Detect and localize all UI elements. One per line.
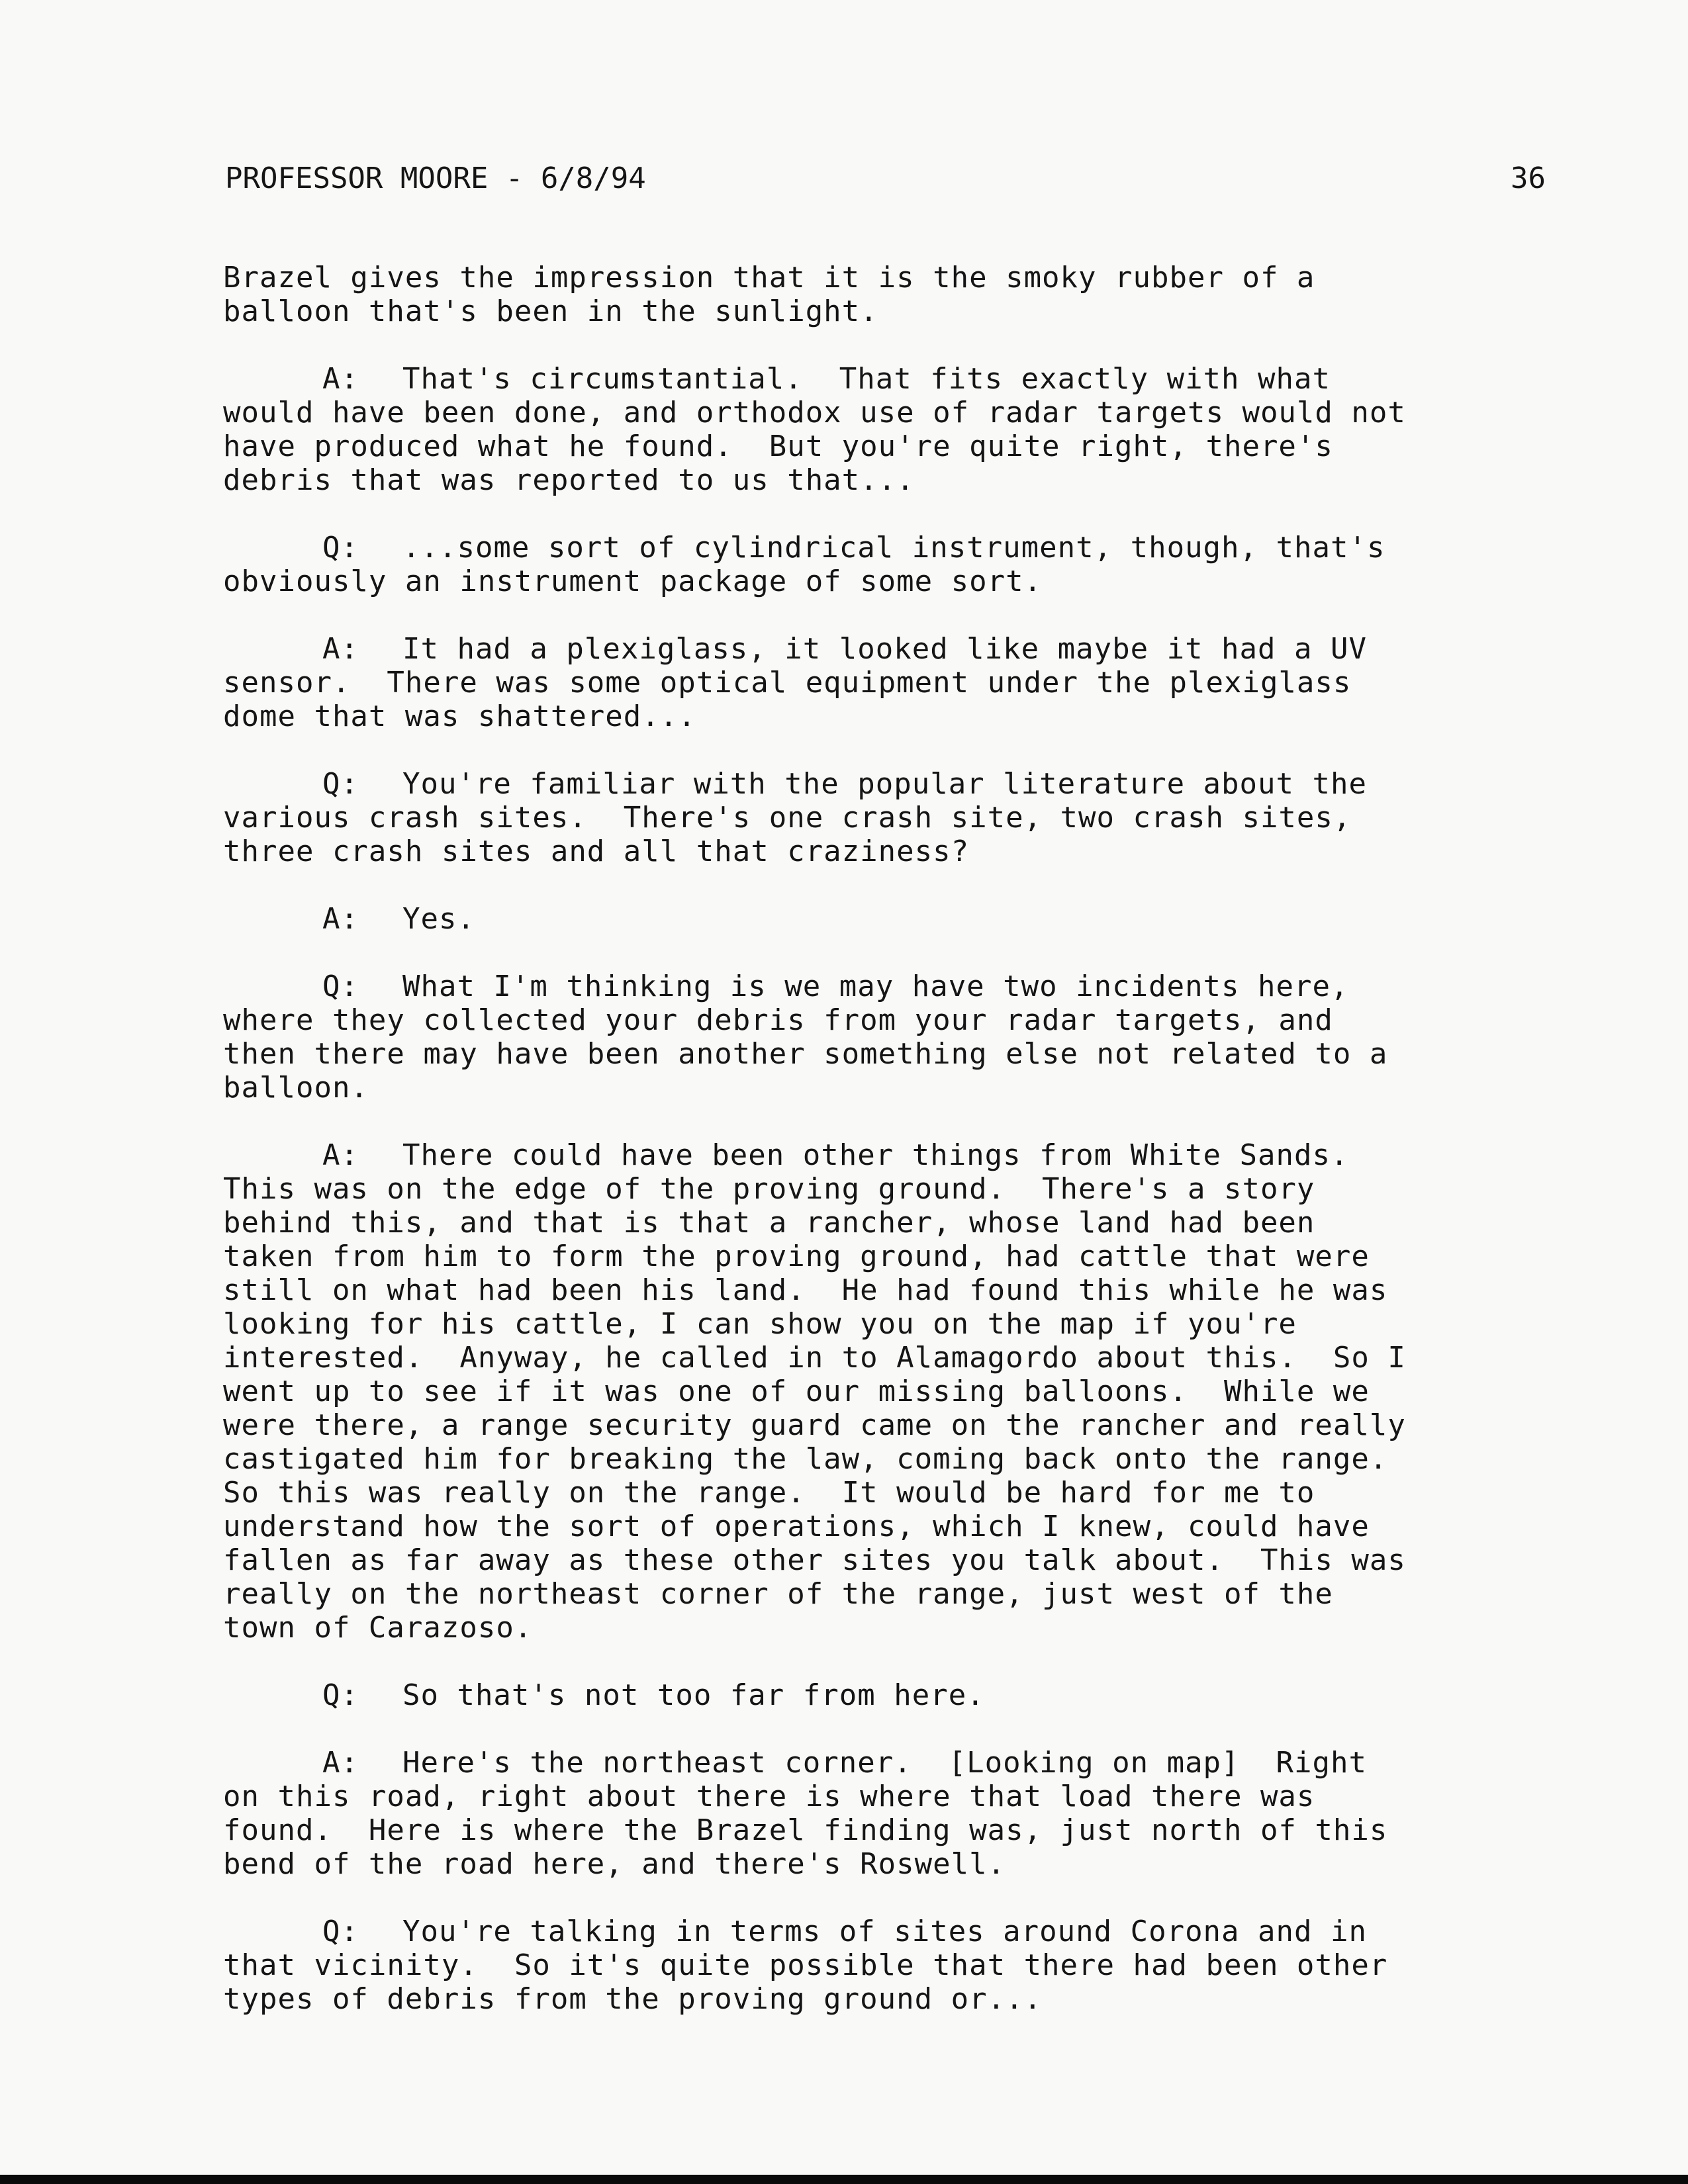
- text-line: [223, 1240, 1554, 1273]
- text-line: [223, 430, 1554, 463]
- speaker-label: Q:: [322, 767, 359, 801]
- transcript-paragraph: [223, 1138, 1554, 1645]
- transcript-paragraph: [223, 902, 1554, 936]
- text-line: [223, 1915, 1554, 1948]
- text-line: [223, 700, 1554, 733]
- speaker-label: A:: [322, 1138, 359, 1172]
- text-line: [223, 1982, 1554, 2016]
- text-line: [223, 531, 1554, 565]
- line-text: castigated him for breaking the law, coming back onto the range.: [223, 1442, 1388, 1476]
- text-line: [223, 1510, 1554, 1543]
- text-line: [223, 1172, 1554, 1206]
- line-text: This was on the edge of the proving ground. There's a story: [223, 1172, 1315, 1206]
- line-text: ...some sort of cylindrical instrument, though, that's: [402, 531, 1385, 565]
- line-text: understand how the sort of operations, which I knew, could have: [223, 1510, 1370, 1543]
- speaker-label: Q:: [322, 1678, 359, 1712]
- line-text: that vicinity. So it's quite possible that there had been other: [223, 1948, 1388, 1982]
- line-text: So that's not too far from here.: [402, 1678, 985, 1712]
- text-line: [223, 1948, 1554, 1982]
- transcript-paragraph: [223, 970, 1554, 1105]
- text-line: [223, 1678, 1554, 1712]
- speaker-label: Q:: [322, 970, 359, 1003]
- line-text: taken from him to form the proving ground, had cattle that were: [223, 1240, 1370, 1273]
- line-text: behind this, and that is that a rancher, whose land had been: [223, 1206, 1315, 1240]
- text-line: [223, 902, 1554, 936]
- transcript-paragraph: [223, 362, 1554, 497]
- text-line: [223, 1847, 1554, 1881]
- speaker-label: Q:: [322, 531, 359, 565]
- line-text: Yes.: [402, 902, 475, 936]
- line-text: found. Here is where the Brazel finding was, just north of this: [223, 1813, 1388, 1847]
- text-line: [223, 666, 1554, 700]
- text-line: [223, 1543, 1554, 1577]
- text-line: [223, 1813, 1554, 1847]
- text-line: [223, 1476, 1554, 1510]
- transcript-paragraph: [223, 632, 1554, 733]
- line-text: debris that was reported to us that...: [223, 463, 915, 497]
- text-line: [223, 1071, 1554, 1105]
- text-line: [223, 1577, 1554, 1611]
- line-text: really on the northeast corner of the range, just west of the: [223, 1577, 1333, 1611]
- text-line: [223, 801, 1554, 835]
- line-text: still on what had been his land. He had found this while he was: [223, 1273, 1388, 1307]
- line-text: It had a plexiglass, it looked like maybe it had a UV: [402, 632, 1367, 666]
- text-line: [223, 632, 1554, 666]
- line-text: looking for his cattle, I can show you on the map if you're: [223, 1307, 1297, 1341]
- line-text: That's circumstantial. That fits exactly with what: [402, 362, 1331, 396]
- text-line: [223, 1442, 1554, 1476]
- line-text: dome that was shattered...: [223, 700, 696, 733]
- line-text: You're talking in terms of sites around Corona and in: [402, 1915, 1367, 1948]
- line-text: types of debris from the proving ground or...: [223, 1982, 1043, 2016]
- line-text: So this was really on the range. It would be hard for me to: [223, 1476, 1315, 1510]
- text-line: [223, 1611, 1554, 1645]
- speaker-label: Q:: [322, 1915, 359, 1948]
- line-text: There could have been other things from White Sands.: [402, 1138, 1349, 1172]
- speaker-label: A:: [322, 362, 359, 396]
- line-text: where they collected your debris from your radar targets, and: [223, 1003, 1333, 1037]
- line-text: town of Carazoso.: [223, 1611, 533, 1645]
- line-text: interested. Anyway, he called in to Alamagordo about this. So I: [223, 1341, 1406, 1375]
- transcript-body: [223, 261, 1554, 2050]
- text-line: [223, 261, 1554, 295]
- transcript-paragraph: [223, 1678, 1554, 1712]
- line-text: balloon that's been in the sunlight.: [223, 295, 878, 328]
- text-line: [223, 1138, 1554, 1172]
- speaker-label: A:: [322, 1746, 359, 1780]
- line-text: What I'm thinking is we may have two incidents here,: [402, 970, 1349, 1003]
- text-line: [223, 1003, 1554, 1037]
- line-text: fallen as far away as these other sites you talk about. This was: [223, 1543, 1406, 1577]
- line-text: Brazel gives the impression that it is the smoky rubber of a: [223, 261, 1315, 295]
- line-text: balloon.: [223, 1071, 369, 1105]
- line-text: on this road, right about there is where that load there was: [223, 1780, 1315, 1813]
- bottom-border: [0, 2175, 1688, 2184]
- transcript-paragraph: [223, 767, 1554, 868]
- speaker-label: A:: [322, 632, 359, 666]
- text-line: [223, 1408, 1554, 1442]
- line-text: went up to see if it was one of our missing balloons. While we: [223, 1375, 1370, 1408]
- transcript-paragraph: [223, 1915, 1554, 2016]
- text-line: [223, 362, 1554, 396]
- transcript-paragraph: [223, 1746, 1554, 1881]
- header-title: PROFESSOR MOORE - 6/8/94: [225, 161, 646, 195]
- text-line: [223, 835, 1554, 868]
- text-line: [223, 565, 1554, 598]
- text-line: [223, 1037, 1554, 1071]
- line-text: sensor. There was some optical equipment under the plexiglass: [223, 666, 1352, 700]
- line-text: were there, a range security guard came on the rancher and really: [223, 1408, 1406, 1442]
- text-line: [223, 1341, 1554, 1375]
- line-text: obviously an instrument package of some sort.: [223, 565, 1043, 598]
- text-line: [223, 1273, 1554, 1307]
- transcript-paragraph-continued: [223, 261, 1554, 328]
- line-text: three crash sites and all that craziness?: [223, 835, 970, 868]
- text-line: [223, 1780, 1554, 1813]
- text-line: [223, 1206, 1554, 1240]
- line-text: have produced what he found. But you're quite right, there's: [223, 430, 1333, 463]
- text-line: [223, 1307, 1554, 1341]
- page-number: 36: [1511, 161, 1546, 195]
- text-line: [223, 767, 1554, 801]
- page-header: [225, 159, 1546, 199]
- text-line: [223, 1375, 1554, 1408]
- text-line: [223, 463, 1554, 497]
- line-text: You're familiar with the popular literature about the: [402, 767, 1367, 801]
- text-line: [223, 970, 1554, 1003]
- speaker-label: A:: [322, 902, 359, 936]
- line-text: then there may have been another something else not related to a: [223, 1037, 1388, 1071]
- line-text: various crash sites. There's one crash site, two crash sites,: [223, 801, 1352, 835]
- text-line: [223, 396, 1554, 430]
- text-line: [223, 295, 1554, 328]
- line-text: would have been done, and orthodox use of radar targets would not: [223, 396, 1406, 430]
- line-text: bend of the road here, and there's Roswell.: [223, 1847, 1006, 1881]
- transcript-paragraph: [223, 531, 1554, 598]
- line-text: Here's the northeast corner. [Looking on map] Right: [402, 1746, 1367, 1780]
- text-line: [223, 1746, 1554, 1780]
